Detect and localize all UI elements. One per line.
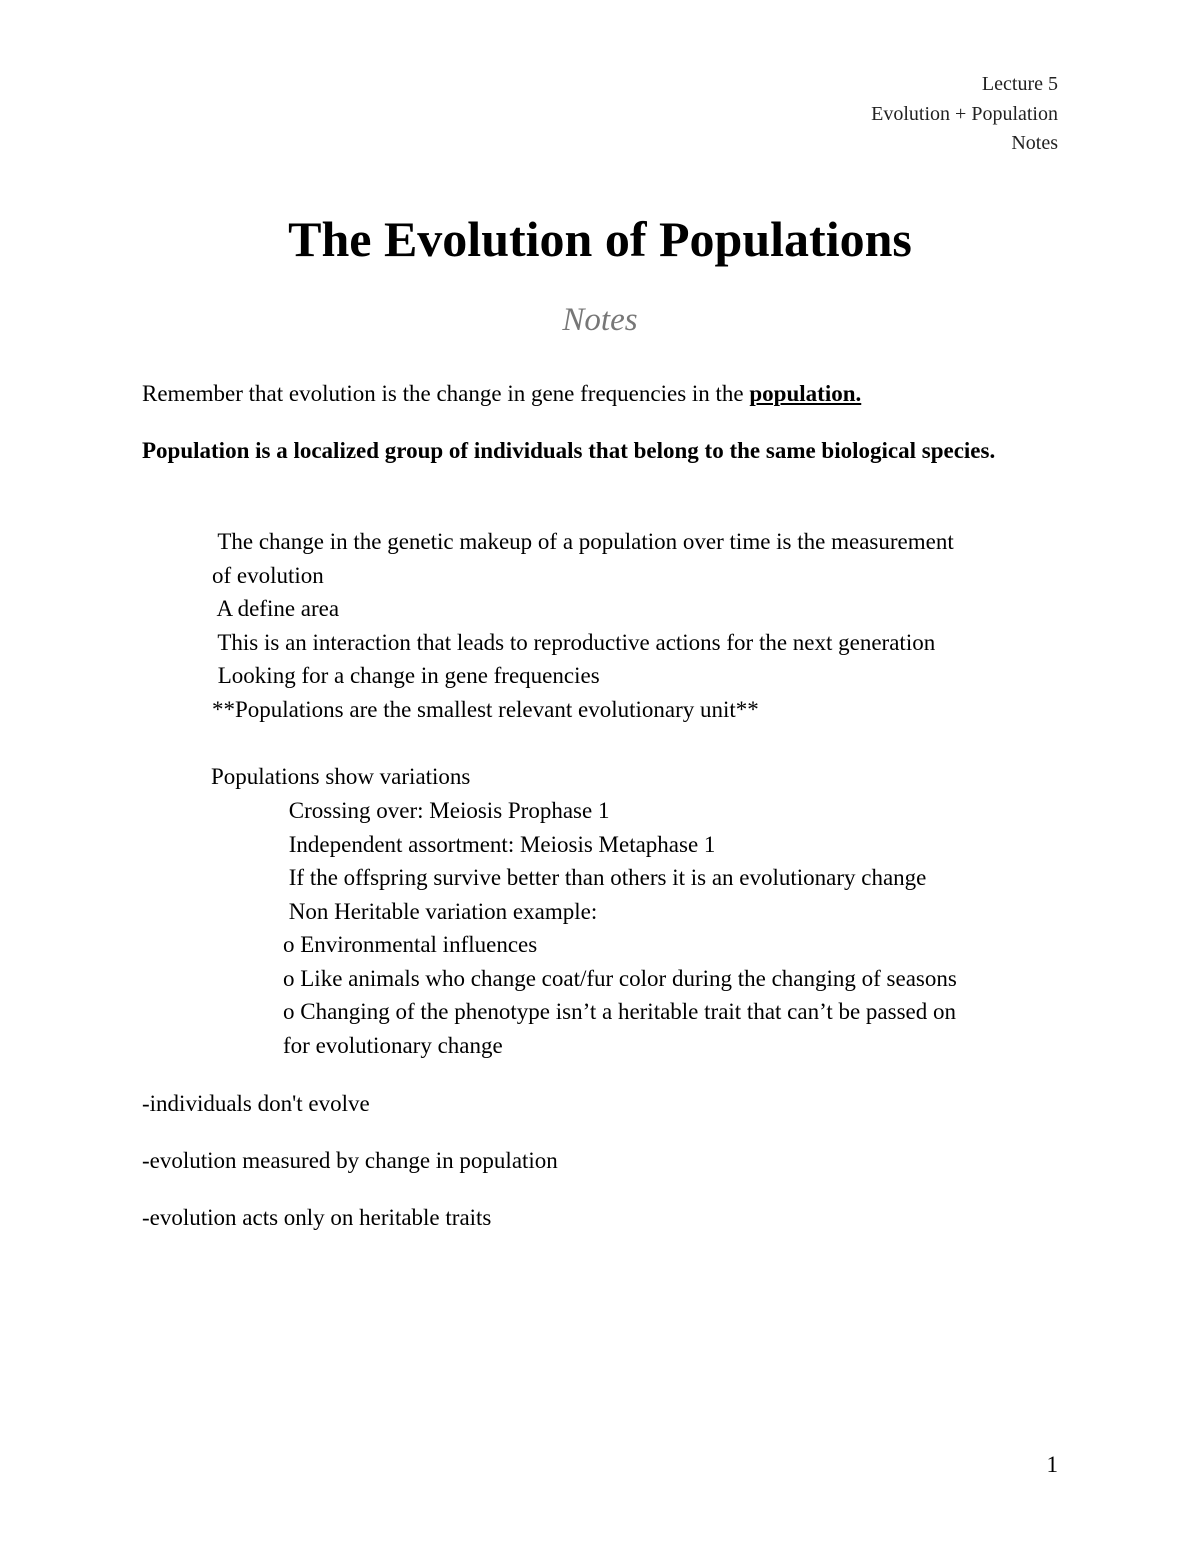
- header-lecture: Lecture 5: [981, 73, 1058, 95]
- list-item: The change in the genetic makeup of a population over time is the measurement: [212, 529, 954, 554]
- list-item: A define area: [212, 596, 340, 621]
- list-item: Independent assortment: Meiosis Metaphase 1: [283, 831, 716, 857]
- list-item: Looking for a change in gene frequencies: [212, 663, 600, 688]
- header-topic: Evolution + Population: [871, 102, 1058, 125]
- population-notes-list: [212, 525, 1052, 726]
- page-number: 1: [1046, 1452, 1058, 1477]
- summary-bullet: -individuals don't evolve: [142, 1091, 370, 1116]
- list-item: If the offspring survive better than others it is an evolutionary change: [283, 865, 927, 890]
- list-item: Crossing over: Meiosis Prophase 1: [283, 798, 610, 823]
- summary-bullet: -evolution acts only on heritable traits: [142, 1205, 492, 1230]
- list-item: o Like animals who change coat/fur color during the changing of seasons: [283, 965, 957, 991]
- variations-list: [283, 794, 1043, 1062]
- population-definition: Population is a localized group of individuals that belong to the same biological species.: [142, 438, 996, 463]
- document-subtitle: Notes: [562, 302, 638, 338]
- document-title: The Evolution of Populations: [288, 211, 912, 267]
- list-item: o Environmental influences: [283, 932, 538, 957]
- list-item: o Changing of the phenotype isn’t a heritable trait that can’t be passed on: [283, 999, 956, 1024]
- header-notes: Notes: [1011, 132, 1058, 154]
- list-item: Non Heritable variation example:: [283, 898, 598, 924]
- variations-heading: Populations show variations: [211, 764, 471, 789]
- list-item: **Populations are the smallest relevant evolutionary unit**: [212, 696, 759, 722]
- intro-paragraph: [142, 377, 861, 411]
- page-header: [871, 70, 1058, 159]
- intro-keyword: population.: [749, 381, 862, 406]
- summary-bullet: -evolution measured by change in population: [142, 1148, 558, 1173]
- list-item: of evolution: [212, 562, 324, 588]
- list-item: for evolutionary change: [283, 1032, 503, 1058]
- intro-text: Remember that evolution is the change in gene frequencies in the: [142, 381, 750, 406]
- list-item: This is an interaction that leads to reproductive actions for the next generation: [212, 629, 936, 655]
